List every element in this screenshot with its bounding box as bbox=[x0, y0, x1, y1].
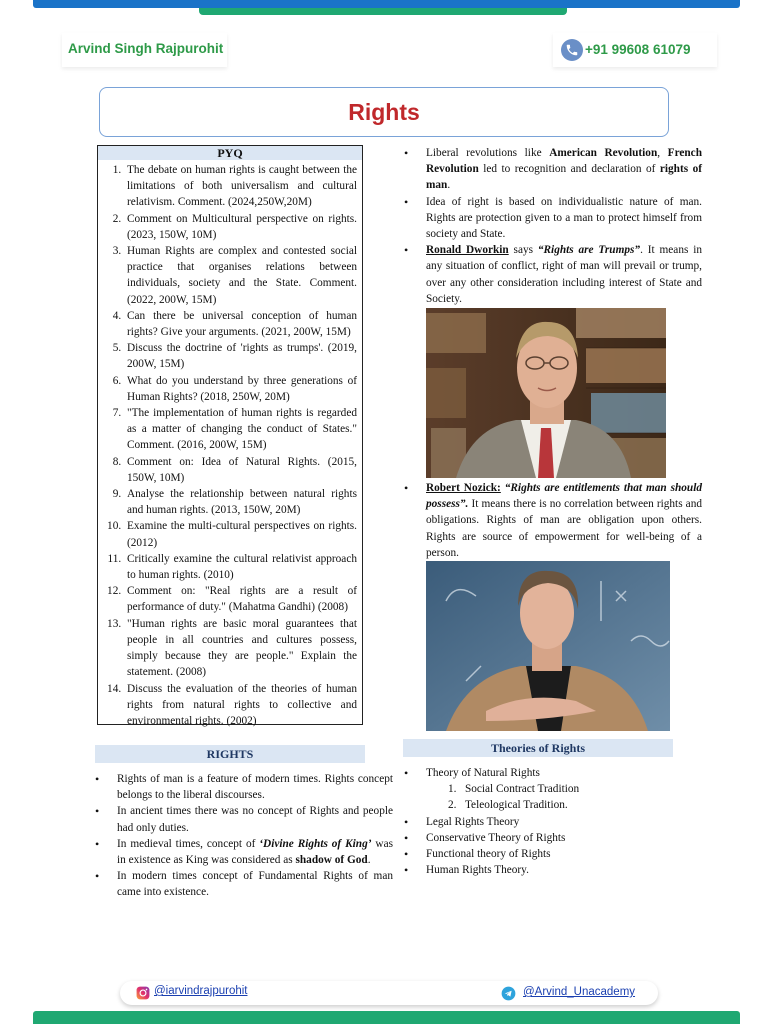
rights-heading: RIGHTS bbox=[95, 745, 365, 763]
text-span: was in existence as King was considered as bbox=[117, 837, 393, 867]
list-item: • In modern times concept of Fundamental Rights of man came into existence. bbox=[117, 868, 393, 900]
emphasis-text: ‘Divine Rights of King’ bbox=[259, 837, 372, 850]
author-name: Arvind Singh Rajpurohit bbox=[62, 33, 227, 67]
list-item: • Human Rights Theory. bbox=[426, 862, 702, 878]
text-span: . bbox=[367, 854, 371, 867]
sub-list-item: 1. Social Contract Tradition bbox=[448, 783, 580, 796]
text-span: Liberal revolutions like bbox=[426, 147, 550, 159]
quote-text: “Rights are Trumps” bbox=[537, 244, 641, 257]
list-item: • Conservative Theory of Rights bbox=[426, 830, 702, 846]
bold-text: French Revolution bbox=[426, 147, 702, 176]
top-accent-bar bbox=[33, 0, 740, 8]
person-name: Ronald Dworkin bbox=[426, 244, 509, 257]
pyq-item: 10. Examine the multi-cultural perspectives on rights. (2012) bbox=[124, 518, 357, 550]
pyq-item: 13. "Human rights are basic moral guarantees that people in all countries and cultures possess, simply because they are people." Explain the statement. (2008) bbox=[124, 616, 357, 681]
pyq-item: 2. Comment on Multicultural perspective on rights. (2023, 150W, 10M) bbox=[124, 211, 357, 243]
pyq-item: 12. Comment on: "Real rights are a result of performance of duty." (Mahatma Gandhi) (2008) bbox=[124, 583, 357, 615]
bold-text: American Revolution bbox=[549, 147, 658, 159]
list-item: • Legal Rights Theory bbox=[426, 814, 702, 830]
top-accent-tab bbox=[199, 8, 567, 15]
pyq-item: 7. "The implementation of human rights is regarded as a matter of changing the conduct of States." Comment. (2016, 200W, 15M) bbox=[124, 405, 357, 454]
telegram-icon bbox=[501, 986, 516, 1004]
phone-number: +91 99608 61079 bbox=[585, 42, 691, 57]
theories-heading: Theories of Rights bbox=[403, 739, 673, 757]
social-bar bbox=[120, 981, 658, 1005]
page-title: Rights bbox=[348, 99, 420, 125]
pyq-item: 6. What do you understand by three generations of Human Rights? (2018, 250W, 20M) bbox=[124, 373, 357, 405]
text-span: . It means in any situation of conflict, right of man will prevail or trump, over any other consideration including interest of State and Society. bbox=[426, 244, 703, 305]
theories-list bbox=[396, 765, 702, 878]
sub-list-item: 2. Teleological Tradition. bbox=[448, 799, 568, 812]
text-span: Theory of Natural Rights bbox=[426, 767, 540, 779]
instagram-link[interactable]: @iarvindrajpurohit bbox=[154, 985, 248, 997]
pyq-item: 8. Comment on: Idea of Natural Rights. (2015, 150W, 10M) bbox=[124, 454, 357, 486]
list-item: • Functional theory of Rights bbox=[426, 846, 702, 862]
pyq-item: 5. Discuss the doctrine of 'rights as trumps'. (2019, 200W, 15M) bbox=[124, 340, 357, 372]
rights-list bbox=[87, 771, 393, 901]
instagram-icon bbox=[136, 986, 150, 1003]
list-item bbox=[426, 242, 702, 307]
list-item bbox=[117, 836, 393, 868]
nozick-photo bbox=[426, 561, 670, 731]
pyq-heading: PYQ bbox=[98, 146, 362, 160]
list-item bbox=[426, 145, 702, 194]
list-item: • Rights of man is a feature of modern times. Rights concept belongs to the liberal discourses. bbox=[117, 771, 393, 803]
phone-contact[interactable] bbox=[553, 33, 717, 67]
pyq-item: 9. Analyse the relationship between natural rights and human rights. (2013, 150W, 20M) bbox=[124, 486, 357, 518]
text-span: . bbox=[447, 179, 451, 192]
pyq-list bbox=[98, 162, 362, 729]
title-box bbox=[99, 87, 669, 137]
phone-icon bbox=[561, 39, 583, 61]
right-col-list-a bbox=[396, 145, 702, 307]
list-item bbox=[426, 765, 702, 814]
bottom-accent-bar bbox=[33, 1011, 740, 1024]
pyq-box bbox=[97, 145, 363, 725]
person-name: Robert Nozick: bbox=[426, 482, 501, 494]
text-span: led to recognition and declaration of bbox=[478, 163, 660, 176]
sub-list bbox=[426, 781, 702, 813]
bold-text: shadow of God bbox=[295, 854, 368, 867]
right-col-list-b bbox=[396, 480, 702, 561]
text-span: says bbox=[508, 244, 538, 257]
text-span: In medieval times, concept of bbox=[117, 837, 260, 850]
pyq-item: 3. Human Rights are complex and contested social practice that organises relations between individuals, society and the State. Comment. (2022, 200W, 15M) bbox=[124, 243, 357, 308]
quote-text: “Rights are entitlements that man should possess”. bbox=[426, 482, 702, 511]
list-item: • Idea of right is based on individualistic nature of man. Rights are protection given to a man to protect himself from society and State. bbox=[426, 194, 702, 243]
telegram-link[interactable]: @Arvind_Unacademy bbox=[523, 986, 636, 998]
pyq-item: 11. Critically examine the cultural relativist approach to human rights. (2010) bbox=[124, 551, 357, 583]
bold-text: rights of man bbox=[426, 163, 702, 192]
pyq-item: 14. Discuss the evaluation of the theories of human rights from natural rights to collective and environmental rights. (2002) bbox=[124, 681, 357, 730]
text-span: It means there is no correlation between rights and obligations. Rights of man are obligation upon others. Rights are source of empowerment for well-being of a person. bbox=[426, 498, 702, 559]
pyq-item: 4. Can there be universal conception of human rights? Give your arguments. (2021, 200W, 15M) bbox=[124, 308, 357, 340]
list-item: • In ancient times there was no concept of Rights and people had only duties. bbox=[117, 803, 393, 835]
list-item bbox=[426, 480, 702, 561]
text-span: , bbox=[657, 147, 668, 159]
dworkin-photo bbox=[426, 308, 666, 478]
pyq-item: 1. The debate on human rights is caught between the limitations of both universalism and cultural relativism. Comment. (2024,250W,20M) bbox=[124, 162, 357, 211]
